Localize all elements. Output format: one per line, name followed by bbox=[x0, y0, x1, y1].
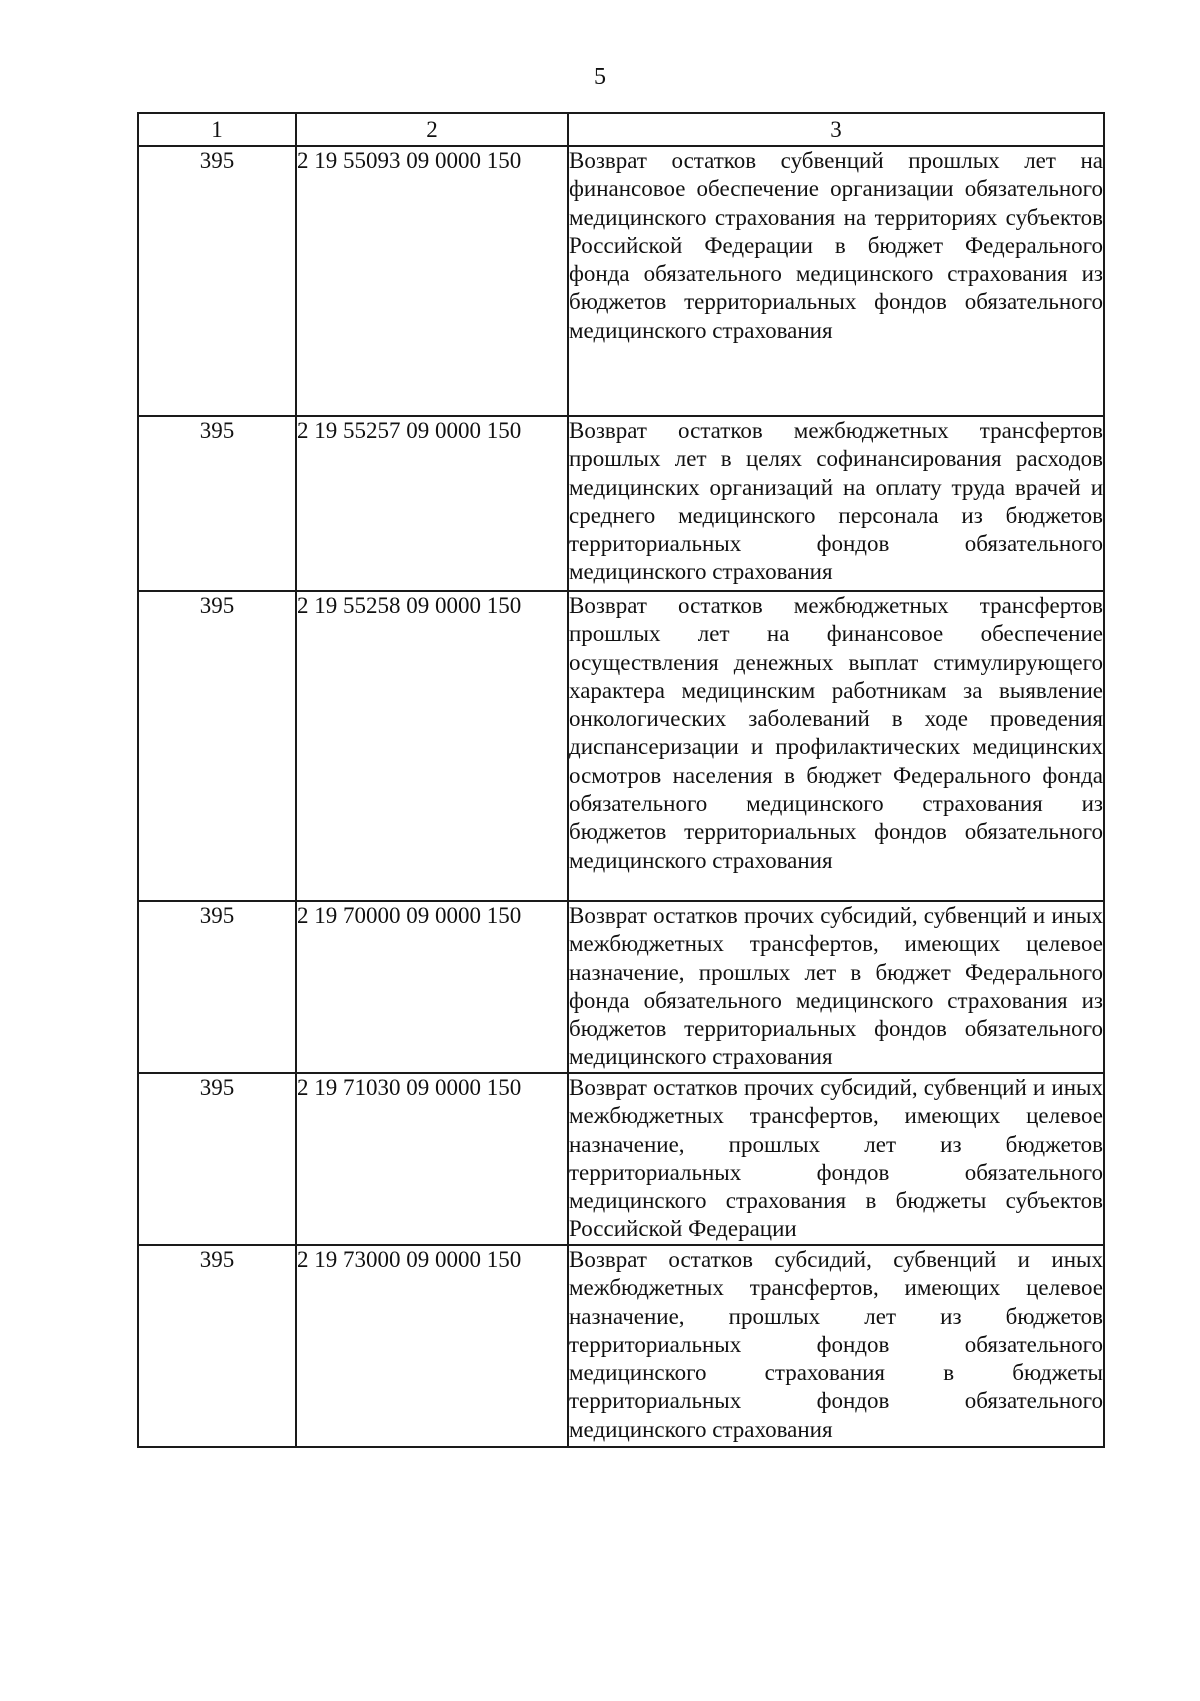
admin-code-cell: 395 bbox=[138, 416, 296, 591]
table-row bbox=[138, 416, 1104, 591]
table-row bbox=[138, 901, 1104, 1073]
admin-code-cell: 395 bbox=[138, 1245, 296, 1447]
description-cell: Возврат остатков прочих субсидий, субвенций и иных межбюджетных трансфертов, имеющих целевое назначение, прошлых лет в бюджет Федерального фонда обязательного медицинского страхования из бюджетов территориальных фондов обязательного медицинского страхования bbox=[568, 901, 1104, 1073]
description-cell: Возврат остатков прочих субсидий, субвенций и иных межбюджетных трансфертов, имеющих целевое назначение, прошлых лет из бюджетов территориальных фондов обязательного медицинского страхования в бюджеты субъектов Российской Федерации bbox=[568, 1073, 1104, 1245]
budget-code-cell: 2 19 73000 09 0000 150 bbox=[296, 1245, 568, 1447]
table-row bbox=[138, 146, 1104, 416]
column-header-1: 1 bbox=[138, 113, 296, 146]
description-cell: Возврат остатков межбюджетных трансфертов прошлых лет на финансовое обеспечение осуществления денежных выплат стимулирующего характера медицинским работникам за выявление онкологических заболеваний в ходе проведения диспансеризации и профилактических медицинских осмотров населения в бюджет Федерального фонда обязательного медицинского страхования из бюджетов территориальных фондов обязательного медицинского страхования bbox=[568, 591, 1104, 901]
budget-code-cell: 2 19 55258 09 0000 150 bbox=[296, 591, 568, 901]
budget-code-cell: 2 19 55093 09 0000 150 bbox=[296, 146, 568, 416]
budget-code-cell: 2 19 71030 09 0000 150 bbox=[296, 1073, 568, 1245]
description-cell: Возврат остатков субвенций прошлых лет на финансовое обеспечение организации обязательного медицинского страхования на территориях субъектов Российской Федерации в бюджет Федерального фонда обязательного медицинского страхования из бюджетов территориальных фондов обязательного медицинского страхования bbox=[568, 146, 1104, 416]
column-header-3: 3 bbox=[568, 113, 1104, 146]
admin-code-cell: 395 bbox=[138, 1073, 296, 1245]
page-number: 5 bbox=[594, 64, 606, 90]
admin-code-cell: 395 bbox=[138, 901, 296, 1073]
description-cell: Возврат остатков субсидий, субвенций и иных межбюджетных трансфертов, имеющих целевое назначение, прошлых лет из бюджетов территориальных фондов обязательного медицинского страхования в бюджеты территориальных фондов обязательного медицинского страхования bbox=[568, 1245, 1104, 1447]
budget-codes-table bbox=[137, 112, 1105, 1448]
table-row bbox=[138, 1245, 1104, 1447]
admin-code-cell: 395 bbox=[138, 146, 296, 416]
admin-code-cell: 395 bbox=[138, 591, 296, 901]
table-row bbox=[138, 1073, 1104, 1245]
column-header-2: 2 bbox=[296, 113, 568, 146]
budget-code-cell: 2 19 70000 09 0000 150 bbox=[296, 901, 568, 1073]
table-row bbox=[138, 591, 1104, 901]
table-header-row bbox=[138, 113, 1104, 146]
budget-code-cell: 2 19 55257 09 0000 150 bbox=[296, 416, 568, 591]
description-cell: Возврат остатков межбюджетных трансфертов прошлых лет в целях софинансирования расходов медицинских организаций на оплату труда врачей и среднего медицинского персонала из бюджетов территориальных фондов обязательного медицинского страхования bbox=[568, 416, 1104, 591]
